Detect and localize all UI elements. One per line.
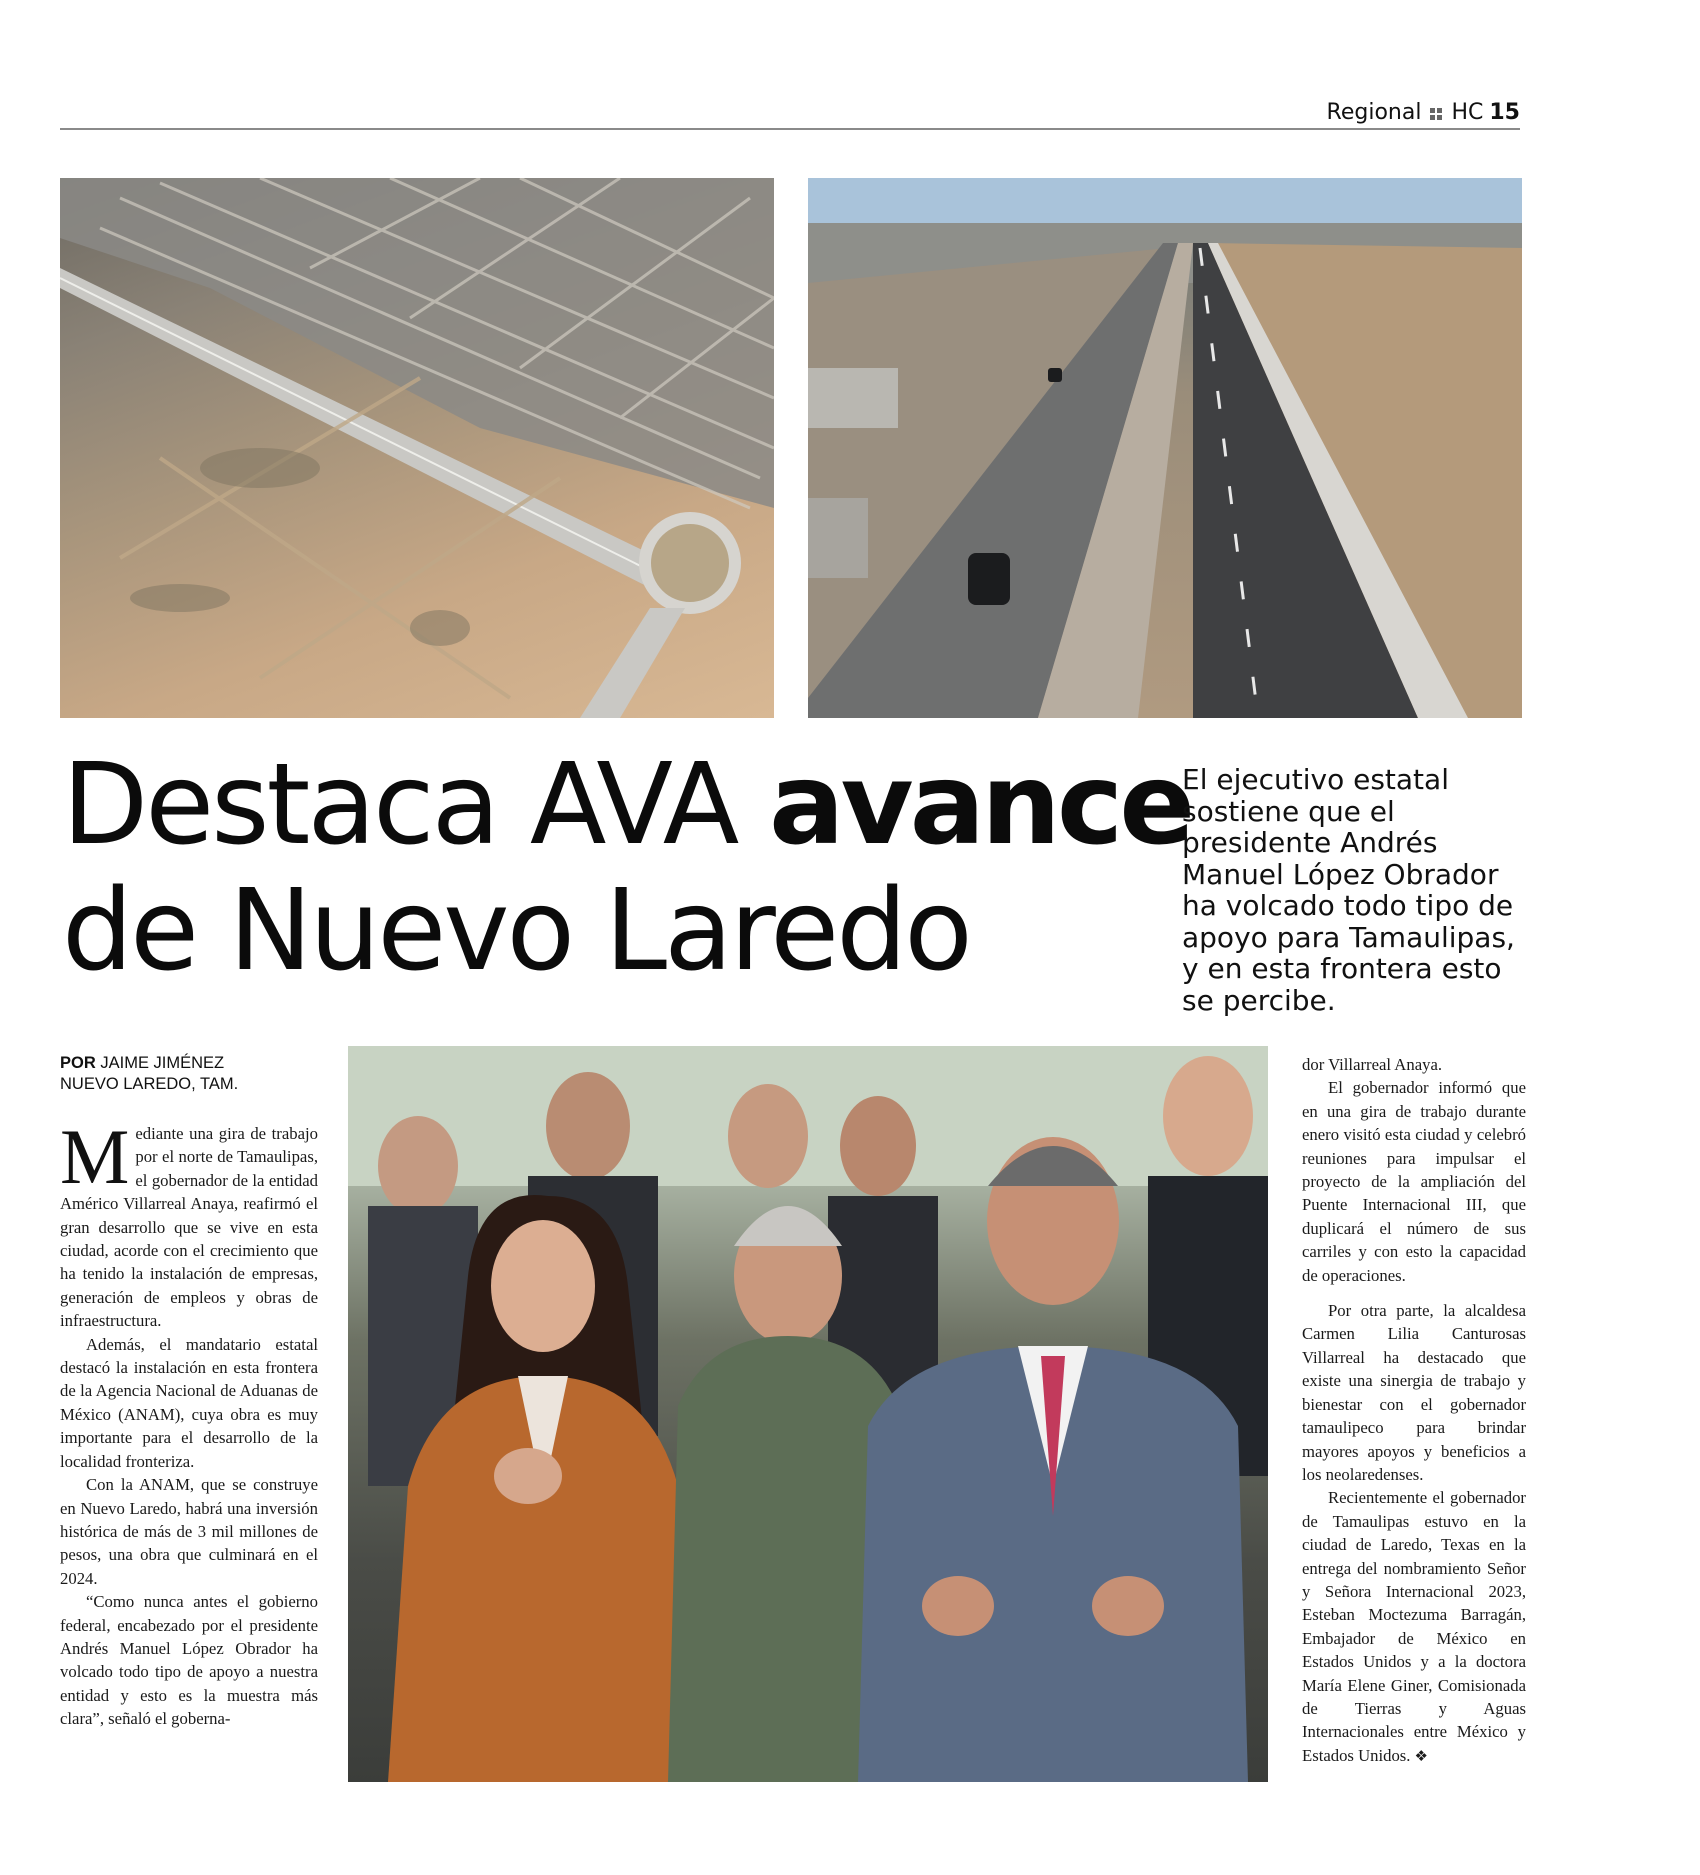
paper-abbreviation: HC (1451, 100, 1484, 125)
byline (60, 1053, 290, 1095)
photo-aerial-road-illustration (808, 178, 1522, 718)
drop-cap: M (60, 1113, 130, 1200)
body-column-left (60, 1113, 318, 1731)
section-label: Regional (1326, 100, 1422, 125)
photo-aerial-residential (60, 178, 774, 718)
end-mark-icon: ❖ (1414, 1746, 1428, 1765)
header-rule (60, 128, 1520, 130)
headline-line-2: de Nuevo Laredo (62, 866, 970, 996)
paragraph-8 (1302, 1486, 1526, 1768)
photo-officials-illustration (348, 1046, 1268, 1782)
headline-light-text: Destaca AVA (62, 740, 769, 870)
headline-line-1 (62, 740, 1192, 870)
byline-location: NUEVO LAREDO, TAM. (60, 1075, 239, 1093)
photo-officials-applauding (348, 1046, 1268, 1782)
page-header (60, 100, 1520, 130)
byline-por: POR (60, 1054, 96, 1072)
paragraph-8-text: Recientemente el gobernador de Tamaulipas estuvo en la ciudad de Laredo, Texas en la entrega del nombramiento Señor y Señora Internacional 2023, Esteban Moctezuma Barragán, Embajador de México en Estados Unidos y a la doctora María Elene Giner, Comisionada de Tierras y Aguas Internacionales entre México y Estados Unidos. (1302, 1488, 1526, 1765)
headline (62, 740, 1192, 996)
byline-author: JAIME JIMÉNEZ (100, 1054, 225, 1072)
paragraph-7: Por otra parte, la alcaldesa Carmen Lilia Canturosas Villarreal ha destacado que existe una sinergia de trabajo y bienestar con el gobernador tamaulipeco para brindar mayores apoyos y beneficios a los neolaredenses. (1302, 1301, 1526, 1484)
dots-icon (1430, 108, 1442, 120)
paragraph-1 (60, 1113, 318, 1333)
paragraph-3: Con la ANAM, que se construye en Nuevo Laredo, habrá una inversión histórica de más de 3 mil millones de pesos, una obra que culminará en el 2024. (60, 1475, 318, 1588)
paragraph-1-text: ediante una gira de trabajo por el norte de Tamaulipas, el gobernador de la entidad Américo Villarreal Anaya, reafirmó el gran desarrollo que se vive en esta ciudad, acorde con el crecimiento que ha tenido la instalación de empresas, generación de empleos y obras de infraestructura. (60, 1124, 318, 1331)
deck-summary: El ejecutivo estatal sostiene que el presidente Andrés Manuel López Obrador ha volcado todo tipo de apoyo para Tamaulipas, y en esta frontera esto se percibe. (1182, 763, 1515, 1017)
paragraph-6: El gobernador informó que en una gira de trabajo durante enero visitó esta ciudad y celebró reuniones para impulsar el proyecto de la ampliación del Puente Internacional III, que duplicará el número de sus carriles y con esto la capacidad de operaciones. (1302, 1078, 1526, 1285)
page-number: 15 (1489, 100, 1520, 125)
paragraph-2: Además, el mandatario estatal destacó la instalación en esta frontera de la Agencia Nacional de Aduanas de México (ANAM), cuya obra es muy importante para el desarrollo de la localidad fronteriza. (60, 1334, 318, 1471)
header-folio (1327, 100, 1520, 128)
photo-aerial-residential-illustration (60, 178, 774, 718)
headline-bold-text: avance (768, 740, 1192, 870)
paragraph-5: dor Villarreal Anaya. (1302, 1055, 1443, 1074)
body-column-right (1302, 1053, 1526, 1768)
photo-aerial-road-construction (808, 178, 1522, 718)
paragraph-4: “Como nunca antes el gobierno federal, encabezado por el presidente Andrés Manuel López Obrador ha volcado todo tipo de apoyo a nuestra entidad y esto es la muestra más clara”, señaló el goberna- (60, 1592, 318, 1729)
